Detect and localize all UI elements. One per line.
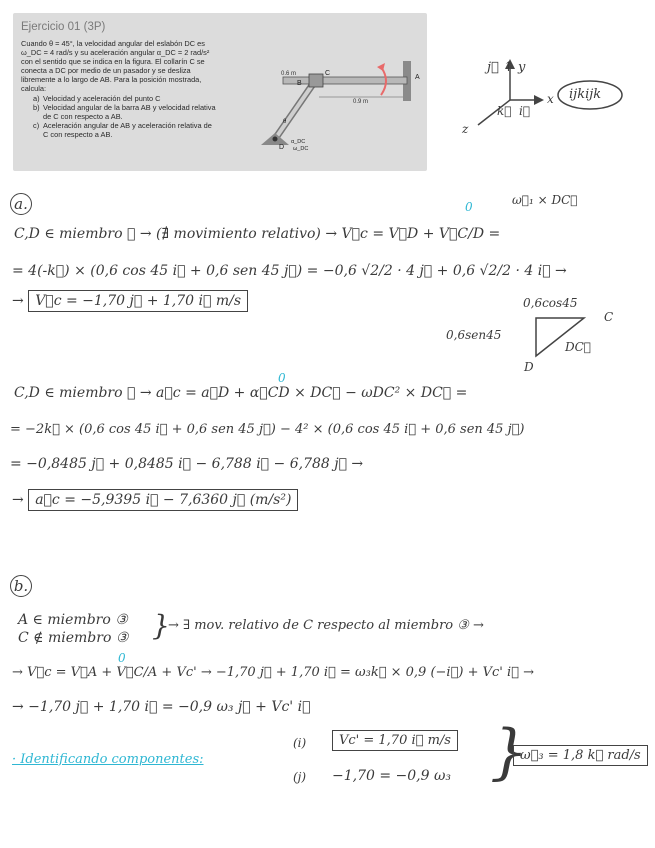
omega3-result-box: ω⃗₃ = 1,8 k⃗ rad/s: [513, 745, 648, 766]
cyan-zero-3: 0: [118, 651, 126, 665]
part-b-line-comp: → −1,70 j⃗ + 1,70 i⃗ = −0,9 ω₃ j⃗ + Vc' i⃗: [12, 699, 311, 715]
part-b-label: b.: [10, 575, 32, 597]
statement-line: conecta a DC por medio de un pasador y se desliza: [21, 66, 191, 76]
question-item-a: a) Velocidad y aceleración del punto C: [33, 93, 161, 103]
question-item-c: c) Aceleración angular de AB y aceleración relativa de: [33, 120, 212, 130]
axis-z-label: z: [462, 122, 469, 136]
accel-line3: = −0,8485 j⃗ + 0,8485 i⃗ − 6,788 i⃗ − 6,788 j⃗ →: [10, 456, 364, 472]
omega-dc-label: ω_DC: [293, 146, 309, 152]
triangle-vertex-c: C: [604, 310, 614, 324]
problem-statement: [21, 39, 249, 139]
question-item-b-cont: de C con respecto a AB.: [43, 111, 123, 121]
angle-label: θ: [283, 119, 287, 125]
triangle-top-label: 0,6cos45: [523, 296, 578, 310]
mnemonic-text: ijkijk: [569, 87, 602, 102]
statement-line: con el sentido que se indica en la figura. El collarín C se: [21, 57, 205, 67]
comp-i-label: (i): [293, 736, 307, 750]
part-a-label: a.: [10, 193, 32, 215]
alpha-dc-label: α_DC: [291, 139, 306, 145]
triangle-hyp-label: DC⃗: [565, 340, 592, 354]
comp-j-label: (j): [293, 770, 307, 784]
point-d-label: D: [279, 144, 285, 151]
axis-x-label: x: [547, 92, 554, 106]
accel-line2: = −2k⃗ × (0,6 cos 45 i⃗ + 0,6 sen 45 j⃗) − 4² × (0,6 cos 45 i⃗ + 0,6 sen 45 j⃗): [10, 422, 525, 437]
statement-line: Cuando θ = 45°, la velocidad angular del eslabón DC es: [21, 39, 205, 48]
part-b-line-vc: → V⃗c = V⃗A + V⃗C/A + Vc' → −1,70 j⃗ + 1,70 i⃗ = ω₃k⃗ × 0,9 (−i⃗) + Vc' i⃗ →: [12, 665, 534, 680]
dim-bottom-label: 0.9 m: [353, 99, 369, 105]
right-brace: }: [490, 717, 529, 787]
mechanism-figure: [253, 53, 423, 153]
part-a-result-row: → V⃗c = −1,70 j⃗ + 1,70 i⃗ m/s: [12, 293, 248, 309]
comp-j-eq: −1,70 = −0,9 ω₃: [332, 768, 452, 784]
part-a-line1: C,D ∈ miembro ① → (∄ movimiento relativo) → V⃗c = V⃗D + V⃗C/D =: [14, 226, 501, 242]
axis-k-label: k⃗: [497, 104, 512, 118]
statement-line: calcula:: [21, 84, 47, 94]
cross-annotation: ω⃗₁ × DC⃗: [512, 193, 578, 207]
identify-label: · Identificando componentes:: [12, 752, 204, 767]
accel-result-box: a⃗c = −5,9395 i⃗ − 7,6360 j⃗ (m/s²): [28, 489, 298, 511]
brace-line2: C ∉ miembro ③: [18, 630, 129, 646]
part-a-line2: = 4(-k⃗) × (0,6 cos 45 i⃗ + 0,6 sen 45 j⃗) = −0,6 √2/2 · 4 j⃗ + 0,6 √2/2 · 4 i⃗ →: [12, 263, 567, 279]
cyan-zero-1: 0: [465, 200, 473, 214]
question-item-b: b) Velocidad angular de la barra AB y velocidad relativa: [33, 102, 216, 112]
cyan-zero-2: 0: [278, 371, 286, 385]
point-c-label: C: [325, 70, 331, 77]
velocity-result-box: V⃗c = −1,70 j⃗ + 1,70 i⃗ m/s: [28, 290, 248, 312]
accel-line1: C,D ∈ miembro ① → a⃗c = a⃗D + α⃗CD × DC⃗ − ωDC² × DC⃗ =: [14, 385, 468, 401]
dim-top-label: 0.6 m: [281, 71, 297, 77]
brace-line1: A ∈ miembro ③: [18, 612, 128, 628]
point-a-label: A: [415, 74, 420, 81]
problem-photo: [13, 13, 427, 171]
brace-symbol: }: [152, 609, 170, 642]
comp-i-box: Vc' = 1,70 i⃗ m/s: [332, 730, 458, 751]
collar-c: [309, 74, 323, 87]
accel-result-row: → a⃗c = −5,9395 i⃗ − 7,6360 j⃗ (m/s²): [12, 492, 298, 508]
question-item-c-cont: C con respecto a AB.: [43, 129, 113, 139]
triangle-vertex-d: D: [524, 360, 534, 374]
axis-i-label: i⃗: [519, 104, 531, 118]
problem-title: Ejercicio 01 (3P): [21, 21, 106, 33]
brace-rhs: → ∃ mov. relativo de C respecto al miembro ③ →: [168, 618, 484, 633]
axis-y-label: j⃗ ↑ y: [487, 60, 526, 75]
triangle-left-label: 0,6sen45: [446, 328, 502, 342]
statement-line: ω_DC = 4 rad/s y su aceleración angular α_DC = 2 rad/s²: [21, 48, 210, 58]
statement-line: libremente a lo largo de AB. Para la posición mostrada,: [21, 75, 202, 85]
point-b-label: B: [297, 80, 302, 87]
